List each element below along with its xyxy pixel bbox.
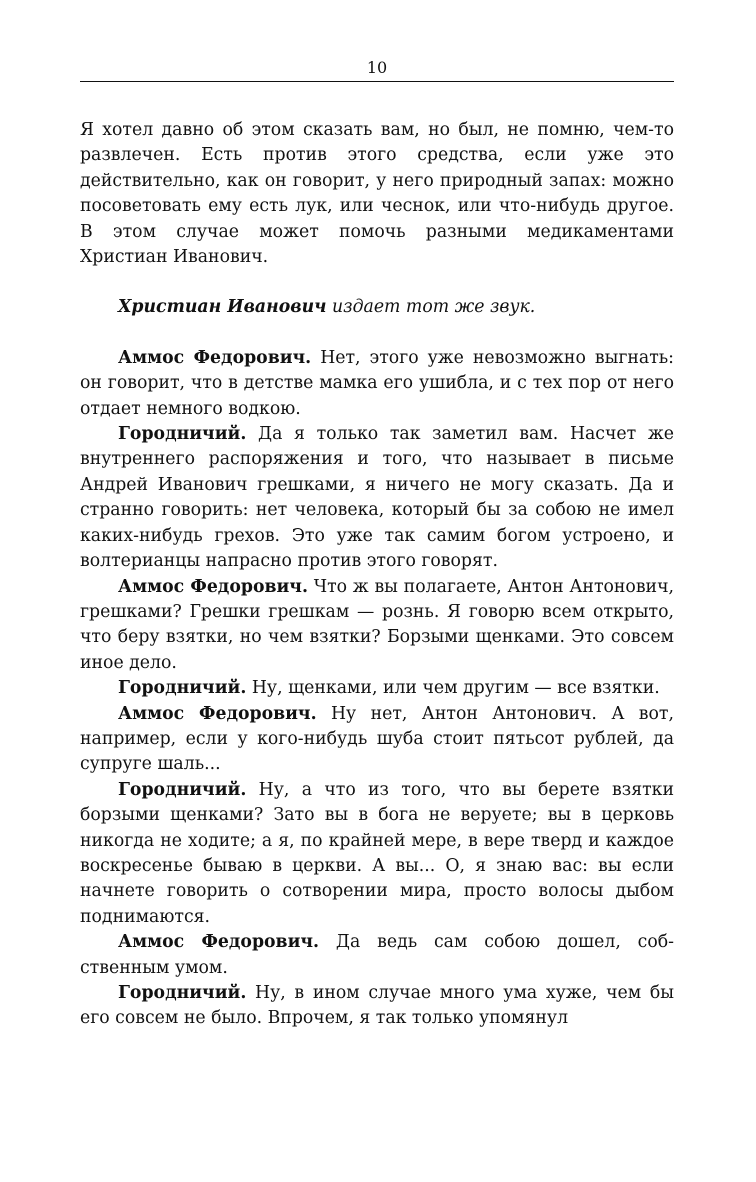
- intro-paragraph: Я хотел давно об этом сказать вам, но был, не помню, чем-то развлечен. Есть против этого средства, если уже это действительно, как он говорит, у него природный запах: можно посоветовать ему есть лук, или чеснок, или что-нибудь другое. В этом случае может помочь разными медикаментами Христиан Иванович.: [80, 120, 674, 268]
- speech-paragraph: [80, 676, 674, 701]
- speech-text: Что ж вы полагаете, Антон Антонович, грешками? Грешки грешкам — рознь. Я говорю всем открыто, что беру взятки, но чем взятки? Борзыми щенками. Это совсем иное дело.: [80, 576, 674, 673]
- speech-paragraph: [80, 981, 674, 1032]
- speech-paragraph: [80, 702, 674, 778]
- speaker-name: Аммос Федорович.: [118, 576, 308, 597]
- speaker-name: Городничий.: [118, 424, 247, 445]
- speaker-name: Городничий.: [118, 678, 247, 699]
- speech-paragraph: [80, 346, 674, 422]
- speech-paragraph: [80, 930, 674, 981]
- stage-direction: [80, 295, 674, 320]
- speech-text: Да ведь сам собою дошел, собственным умом.: [80, 932, 674, 978]
- speaker-name: Аммос Федорович.: [118, 347, 312, 368]
- speech-text: Да я только так заметил вам. Насчет же внутреннего распоряжения и того, что называет в письме Андрей Иванович грешками, я ничего не могу сказать. Да и странно говорить: нет человека, который бы за собою не имел каких-нибудь грехов. Это уже так самим богом устроено, и волтерианцы напрасно против этого говорят.: [80, 424, 674, 572]
- speech-text: Ну нет, Антон Антонович. А вот, например, если у кого-нибудь шуба стоит пятьсот рублей, да супруге шаль...: [80, 703, 674, 775]
- stage-direction-text: издает тот же звук.: [326, 297, 536, 318]
- speaker-name: Городничий.: [118, 779, 247, 800]
- page-number: 10: [366, 58, 388, 77]
- speech-text: Ну, в ином случае много ума хуже, чем бы его совсем не было. Впрочем, я так только упомянул: [80, 983, 674, 1029]
- speaker-name: Аммос Федорович.: [118, 703, 317, 724]
- stage-direction-speaker: Христиан Иванович: [118, 297, 327, 318]
- speech-paragraph: [80, 778, 674, 930]
- speech-paragraph: [80, 422, 674, 574]
- speaker-name: Городничий.: [118, 983, 247, 1003]
- speech-text: Ну, а что из того, что вы берете взятки борзыми щенками? Зато вы в бога не веруете; вы в церковь никогда не ходите; а я, по крайней мере, в вере тверд и каждое воскресенье бываю в церкви. А вы... О, я знаю вас: вы если начнете говорить о сотворении мира, просто волосы дыбом поднимаются.: [80, 779, 674, 927]
- speech-text: Ну, щенками, или чем другим — все взятки.: [246, 678, 660, 699]
- page-body: [80, 118, 674, 1032]
- speech-paragraph: [80, 575, 674, 677]
- header-rule: [80, 81, 674, 82]
- speaker-name: Аммос Федорович.: [118, 932, 320, 953]
- speech-text: Нет, этого уже невозможно выгнать: он говорит, что в детстве мамка его ушибла, и с тех пор от него отдает немного водкою.: [80, 347, 674, 419]
